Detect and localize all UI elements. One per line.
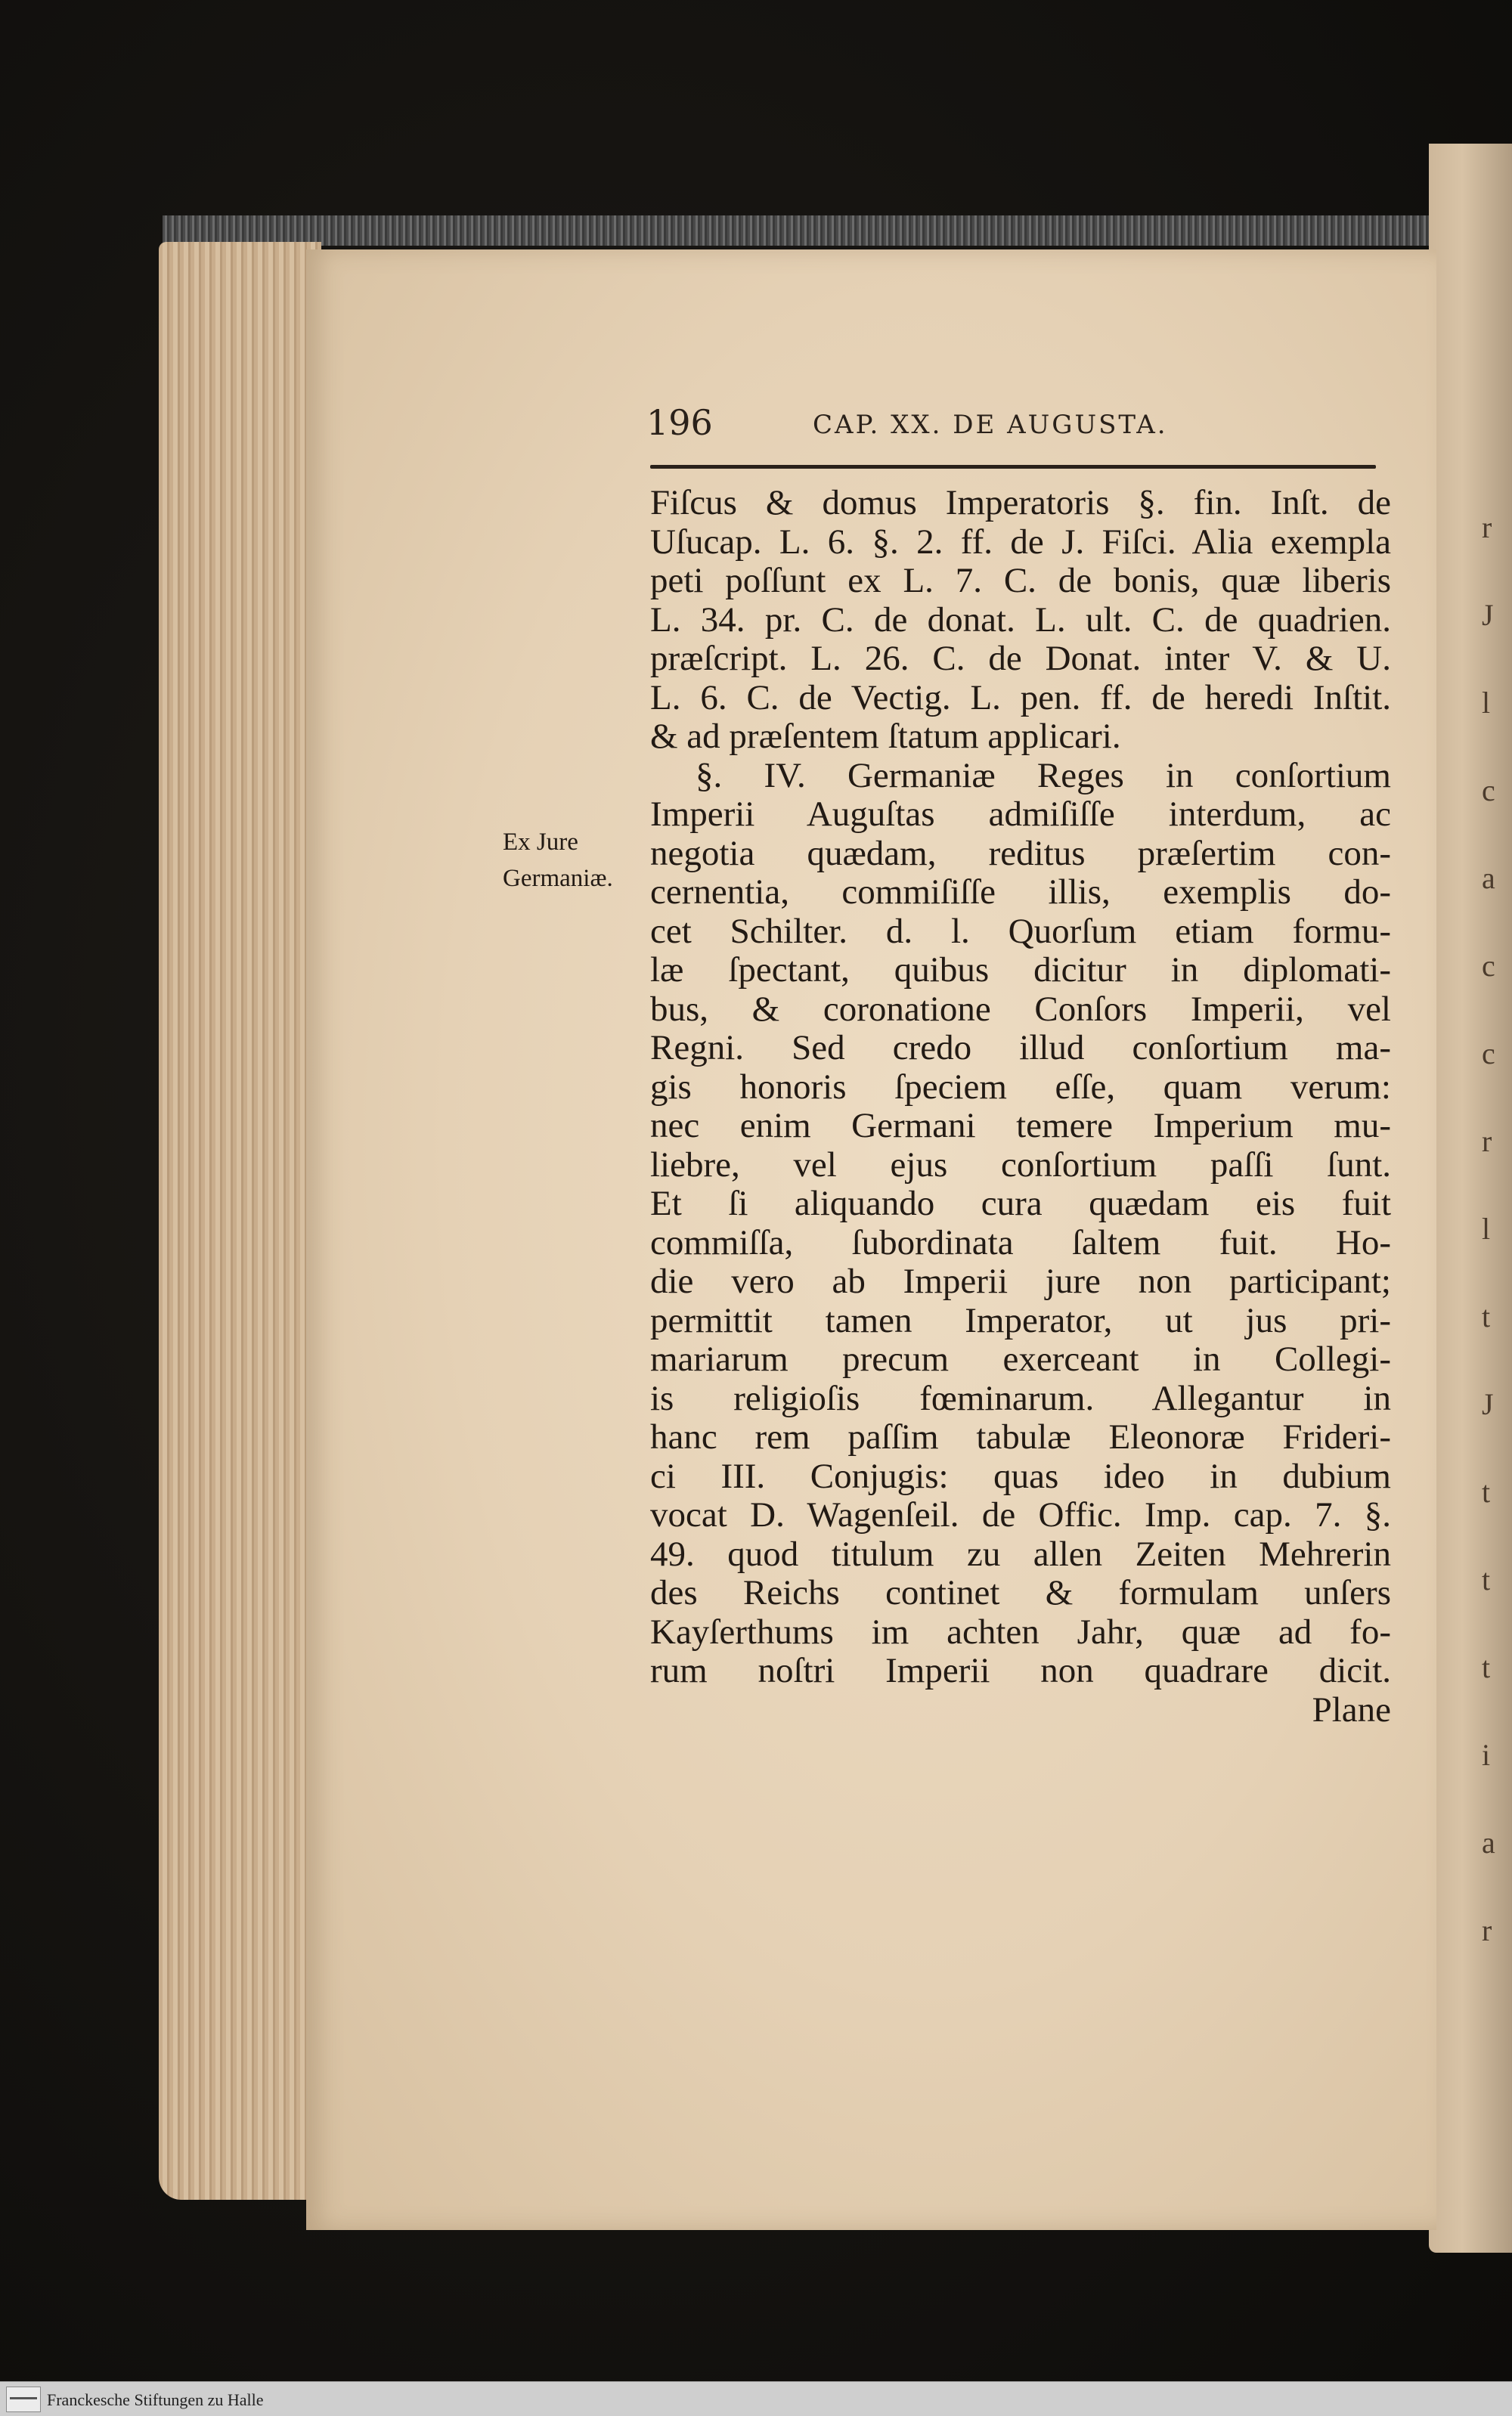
text-line: Fiſcus & domus Imperatoris §. fin. Inſt. de [650, 483, 1391, 522]
bleed-letter: t [1482, 1563, 1491, 1597]
footer-bar [0, 2381, 1512, 2416]
text-line: læ ſpectant, quibus dicitur in diplomati- [650, 950, 1391, 990]
marginal-note-line: Germaniæ. [503, 865, 613, 892]
page-header [646, 393, 1402, 446]
text-line: liebre, vel ejus conſortium paſſi ſunt. [650, 1145, 1391, 1185]
text-line: ci III. Conjugis: quas ideo in dubium [650, 1456, 1391, 1496]
text-line: des Reichs continet & formulam unſers [650, 1573, 1391, 1612]
header-rule [650, 465, 1376, 469]
bleed-letter: J [1482, 1387, 1494, 1421]
text-line: nec enim Germani temere Imperium mu- [650, 1106, 1391, 1145]
text-line: permittit tamen Imperator, ut jus pri- [650, 1300, 1391, 1340]
text-line: cernentia, commiſiſſe illis, exemplis do- [650, 872, 1391, 912]
text-line: L. 34. pr. C. de donat. L. ult. C. de quadrien. [650, 599, 1391, 640]
text-line: rum noſtri Imperii non quadrare dicit. [650, 1651, 1391, 1690]
bleed-letter: i [1482, 1738, 1491, 1772]
text-line: 49. quod titulum zu allen Zeiten Mehrerin [650, 1534, 1391, 1574]
bleed-letter: r [1482, 1913, 1492, 1947]
text-line: negotia quædam, reditus præſertim con- [650, 833, 1391, 873]
text-line: gis honoris ſpeciem eſſe, quam verum: [650, 1067, 1391, 1107]
text-line: mariarum precum exerceant in Collegi- [650, 1340, 1391, 1379]
text-line: L. 6. C. de Vectig. L. pen. ff. de heredi Inſtit. [650, 677, 1391, 717]
text-line: is religioſis fœminarum. Allegantur in [650, 1378, 1391, 1418]
text-line: cet Schilter. d. l. Quorſum etiam formu- [650, 911, 1391, 951]
bleed-letter: c [1482, 949, 1495, 983]
bleed-letter: l [1482, 686, 1491, 720]
text-line: vocat D. Wagenſeil. de Offic. Imp. cap. 7. §. [650, 1495, 1391, 1535]
body-text [650, 484, 1391, 1984]
library-logo-icon [6, 2387, 41, 2412]
bleed-letter: t [1482, 1475, 1491, 1509]
bleed-letter: r [1482, 510, 1492, 544]
bleed-letter: t [1482, 1650, 1491, 1684]
text-line: hanc rem paſſim tabulæ Eleonoræ Frideri- [650, 1417, 1391, 1457]
page-stack-edge [159, 242, 321, 2200]
text-line: præſcript. L. 26. C. de Donat. inter V. & U. [650, 639, 1391, 678]
page-number: 196 [646, 402, 713, 443]
bleed-letter: a [1482, 861, 1495, 895]
marginal-note [503, 824, 654, 897]
bleed-letter: l [1482, 1212, 1491, 1246]
text-line: §. IV. Germaniæ Reges in conſortium [696, 755, 1391, 795]
footer-credit: Franckesche Stiftungen zu Halle [47, 2390, 264, 2409]
running-head: CAP. XX. DE AUGUSTA. [813, 410, 1168, 440]
marginal-note-line: Ex Jure [503, 829, 578, 856]
bleed-letter: c [1482, 1036, 1495, 1070]
bleed-letter: J [1482, 598, 1494, 632]
bleed-letter: a [1482, 1826, 1495, 1860]
bleed-letter: c [1482, 773, 1495, 807]
bleed-letter: t [1482, 1299, 1491, 1333]
text-line: peti poſſunt ex L. 7. C. de bonis, quæ liberis [650, 561, 1391, 600]
bleed-letter: r [1482, 1124, 1492, 1158]
text-line: Et ſi aliquando cura quædam eis fuit [650, 1184, 1391, 1223]
text-line: commiſſa, ſubordinata ſaltem fuit. Ho- [650, 1222, 1391, 1262]
text-line: bus, & coronatione Conſors Imperii, vel [650, 989, 1391, 1029]
text-line: Regni. Sed credo illud conſortium ma- [650, 1028, 1391, 1067]
catchword: Plane [1312, 1690, 1391, 1730]
text-line: die vero ab Imperii jure non participant; [650, 1262, 1391, 1301]
text-line: Kayſerthums im achten Jahr, quæ ad fo- [650, 1612, 1391, 1652]
book-top-edge [163, 215, 1512, 246]
text-line: & ad præſentem ſtatum applicari. [650, 717, 1121, 756]
text-line: Uſucap. L. 6. §. 2. ff. de J. Fiſci. Alia exempla [650, 522, 1391, 562]
facing-page-bleed [1482, 484, 1504, 1996]
text-line: Imperii Auguſtas admiſiſſe interdum, ac [650, 794, 1391, 834]
